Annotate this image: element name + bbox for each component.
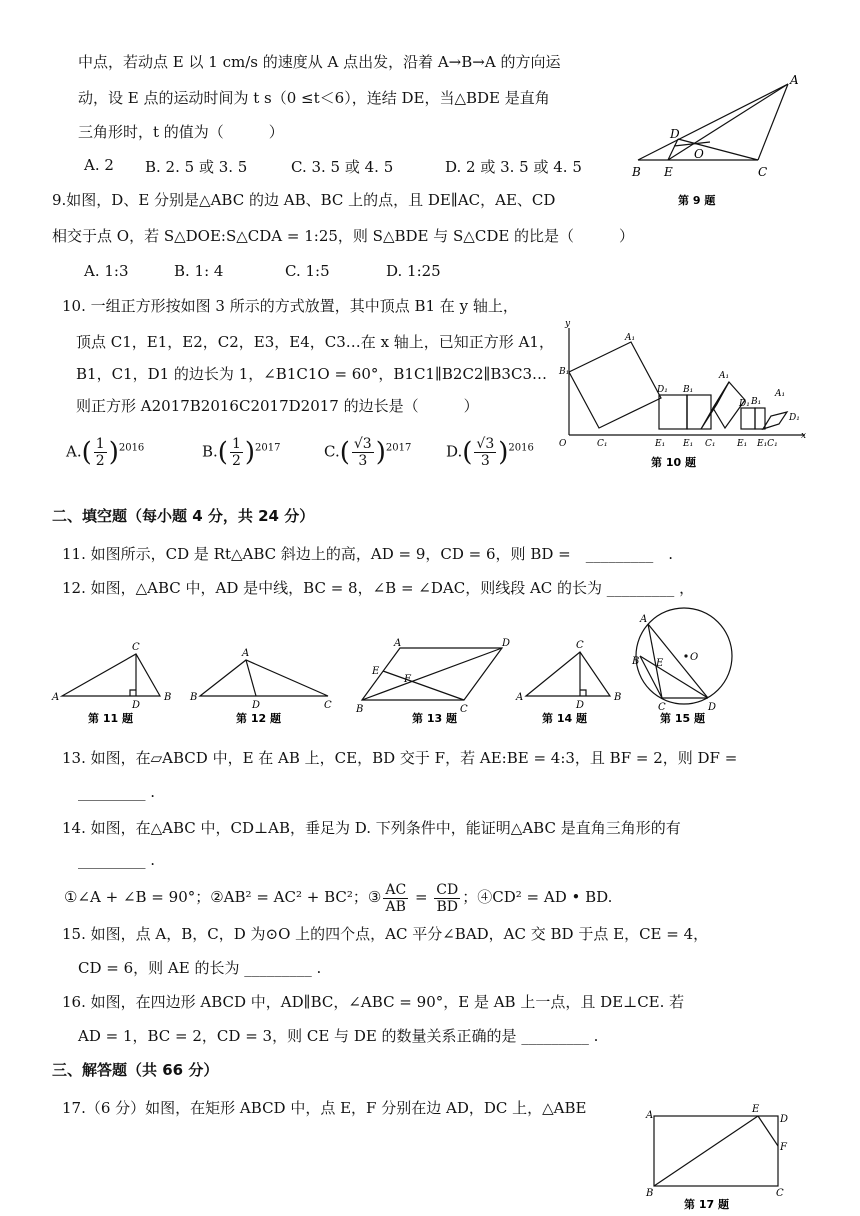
figure-14-caption: 第 14 题 [542, 712, 587, 725]
svg-text:E₁: E₁ [683, 439, 694, 449]
svg-text:A: A [640, 614, 648, 625]
svg-text:A₁: A₁ [625, 333, 636, 343]
q14-line1: 14. 如图，在△ABC 中，CD⊥AB，垂足为 D. 下列条件中，能证明△ABC 是直角三角形的有 [62, 819, 681, 837]
figure-15 [630, 606, 740, 730]
q8-option-c: C. 3. 5 或 4. 5 [291, 158, 394, 176]
q17: 17.（6 分）如图，在矩形 ABCD 中，点 E，F 分别在边 AD，DC 上，△ABE [62, 1099, 587, 1117]
figure-9 [630, 72, 810, 212]
q10-line2: 顶点 C1，E1，E2，C2，E3，E4，C3…在 x 轴上，已知正方形 A1， [76, 333, 554, 351]
svg-text:A: A [646, 1110, 654, 1121]
svg-text:B: B [632, 656, 640, 667]
svg-text:C: C [132, 642, 140, 653]
svg-text:D: D [502, 638, 511, 649]
svg-text:D₁: D₁ [657, 385, 668, 395]
svg-text:A: A [52, 692, 60, 703]
svg-text:E: E [752, 1104, 760, 1115]
svg-text:x: x [801, 431, 807, 441]
q8-option-b: B. 2. 5 或 3. 5 [145, 158, 248, 176]
svg-text:A₁: A₁ [719, 371, 730, 381]
svg-text:O: O [694, 147, 704, 161]
svg-text:D: D [132, 700, 141, 711]
svg-text:E: E [664, 165, 673, 179]
svg-text:E₁: E₁ [655, 439, 666, 449]
svg-text:B: B [632, 165, 641, 179]
svg-text:F: F [780, 1142, 787, 1153]
svg-text:O: O [690, 652, 699, 663]
q8-line2: 动，设 E 点的运动时间为 t s（0 ≤t＜6），连结 DE，当△BDE 是直角 [78, 89, 550, 107]
q12: 12. 如图，△ABC 中，AD 是中线，BC = 8，∠B = ∠DAC，则线段 AC 的长为 _________ ， [62, 579, 695, 597]
svg-text:B: B [356, 704, 364, 715]
svg-text:B: B [164, 692, 172, 703]
svg-text:E: E [656, 658, 664, 669]
q16-line1: 16. 如图，在四边形 ABCD 中，AD∥BC，∠ABC = 90°，E 是 AB 上一点，且 DE⊥CE. 若 [62, 993, 685, 1011]
figure-12-caption: 第 12 题 [236, 712, 281, 725]
figure-11 [50, 620, 190, 730]
section-3-title: 三、解答题（共 66 分） [52, 1061, 219, 1079]
q8-option-a: A. 2 [84, 156, 114, 174]
svg-text:A: A [242, 648, 250, 659]
svg-text:C: C [758, 165, 768, 179]
svg-text:D: D [780, 1114, 789, 1125]
q8-line1: 中点，若动点 E 以 1 cm/s 的速度从 A 点出发，沿着 A→B→A 的方向运 [78, 53, 561, 71]
svg-text:C: C [460, 704, 468, 715]
section-2-title: 二、填空题（每小题 4 分，共 24 分） [52, 507, 315, 525]
svg-text:C₁: C₁ [597, 439, 608, 449]
q14-conditions: ①∠A + ∠B = 90°；②AB² = AC² + BC²；③ $\frac{AC}{AB}$ = $\frac{CD}{BD}$ ；④CD² = AD • BD. [64, 881, 613, 915]
svg-text:D: D [670, 127, 680, 141]
figure-14 [512, 640, 632, 730]
q10-option-d: D.( $\frac{√3}{3}$ )$^{2016}$ [446, 436, 534, 469]
svg-text:E₁C₁: E₁C₁ [757, 439, 778, 449]
q8-option-d: D. 2 或 3. 5 或 4. 5 [445, 158, 582, 176]
svg-text:D: D [576, 700, 585, 711]
q10-option-b: B.( $\frac{1}{2}$ )$^{2017}$ [202, 436, 281, 469]
figure-17 [644, 1104, 794, 1214]
svg-text:C: C [658, 702, 666, 713]
svg-text:B: B [190, 692, 198, 703]
figure-17-caption: 第 17 题 [684, 1198, 729, 1211]
svg-text:A: A [394, 638, 402, 649]
q10-option-a: A.( $\frac{1}{2}$ )$^{2016}$ [66, 436, 145, 469]
figure-9-caption: 第 9 题 [678, 194, 716, 207]
q8-line3: 三角形时，t 的值为（ ） [78, 123, 284, 141]
q15-line1: 15. 如图，点 A，B，C，D 为⊙O 上的四个点，AC 平分∠BAD，AC 交 BD 于点 E，CE = 4， [62, 925, 709, 943]
svg-text:D: D [708, 702, 717, 713]
svg-text:B₁: B₁ [683, 385, 694, 395]
q9-option-d: D. 1:25 [386, 262, 441, 280]
svg-text:A: A [790, 73, 799, 87]
q16-line2: AD = 1，BC = 2，CD = 3，则 CE 与 DE 的数量关系正确的是 _________ . [78, 1027, 599, 1045]
svg-text:B₁: B₁ [751, 397, 762, 407]
svg-text:y: y [565, 319, 571, 329]
svg-text:C₁: C₁ [705, 439, 716, 449]
figure-13-caption: 第 13 题 [412, 712, 457, 725]
svg-text:O: O [559, 439, 567, 449]
q9-line2: 相交于点 O，若 S△DOE:S△CDA = 1:25，则 S△BDE 与 S△CDE 的比是（ ） [52, 227, 635, 245]
figure-10-caption: 第 10 题 [651, 456, 696, 469]
svg-text:C: C [324, 700, 332, 711]
svg-text:C: C [776, 1188, 784, 1199]
q9-line1: 9.如图，D、E 分别是△ABC 的边 AB、BC 上的点，且 DE∥AC，AE、CD [52, 191, 556, 209]
q13-line1: 13. 如图，在▱ABCD 中，E 在 AB 上，CE，BD 交于 F，若 AE:BE = 4:3，且 BF = 2，则 DF = [62, 749, 738, 767]
svg-text:C: C [576, 640, 584, 651]
q11: 11. 如图所示，CD 是 Rt△ABC 斜边上的高，AD = 9，CD = 6，则 BD = _________ . [62, 545, 673, 563]
q10-line1: 10. 一组正方形按如图 3 所示的方式放置，其中顶点 B1 在 y 轴上， [62, 297, 518, 315]
svg-text:D₁: D₁ [739, 399, 750, 409]
svg-text:B: B [614, 692, 622, 703]
svg-text:B: B [646, 1188, 654, 1199]
figure-13 [356, 638, 516, 730]
svg-text:D: D [252, 700, 261, 711]
svg-text:A₁: A₁ [775, 389, 786, 399]
q13-line2: _________ . [78, 783, 156, 801]
q9-option-c: C. 1:5 [285, 262, 330, 280]
svg-text:E: E [372, 666, 380, 677]
q9-option-b: B. 1: 4 [174, 262, 224, 280]
q9-option-a: A. 1:3 [84, 262, 129, 280]
figure-12 [188, 640, 338, 730]
figure-11-caption: 第 11 题 [88, 712, 133, 725]
svg-text:E₁: E₁ [737, 439, 748, 449]
q10-line4: 则正方形 A2017B2016C2017D2017 的边长是（ ） [76, 397, 479, 415]
q10-line3: B1，C1，D1 的边长为 1，∠B1C1O = 60°，B1C1∥B2C2∥B3C3… [76, 365, 547, 383]
svg-text:D₁: D₁ [789, 413, 800, 423]
svg-text:B₁: B₁ [559, 367, 570, 377]
q10-option-c: C.( $\frac{√3}{3}$ )$^{2017}$ [324, 436, 412, 469]
q15-line2: CD = 6，则 AE 的长为 _________ . [78, 959, 322, 977]
q14-line2: _________ . [78, 851, 156, 869]
figure-10 [555, 320, 815, 470]
svg-text:F: F [404, 674, 411, 685]
svg-text:A: A [516, 692, 524, 703]
figure-15-caption: 第 15 题 [660, 712, 705, 725]
